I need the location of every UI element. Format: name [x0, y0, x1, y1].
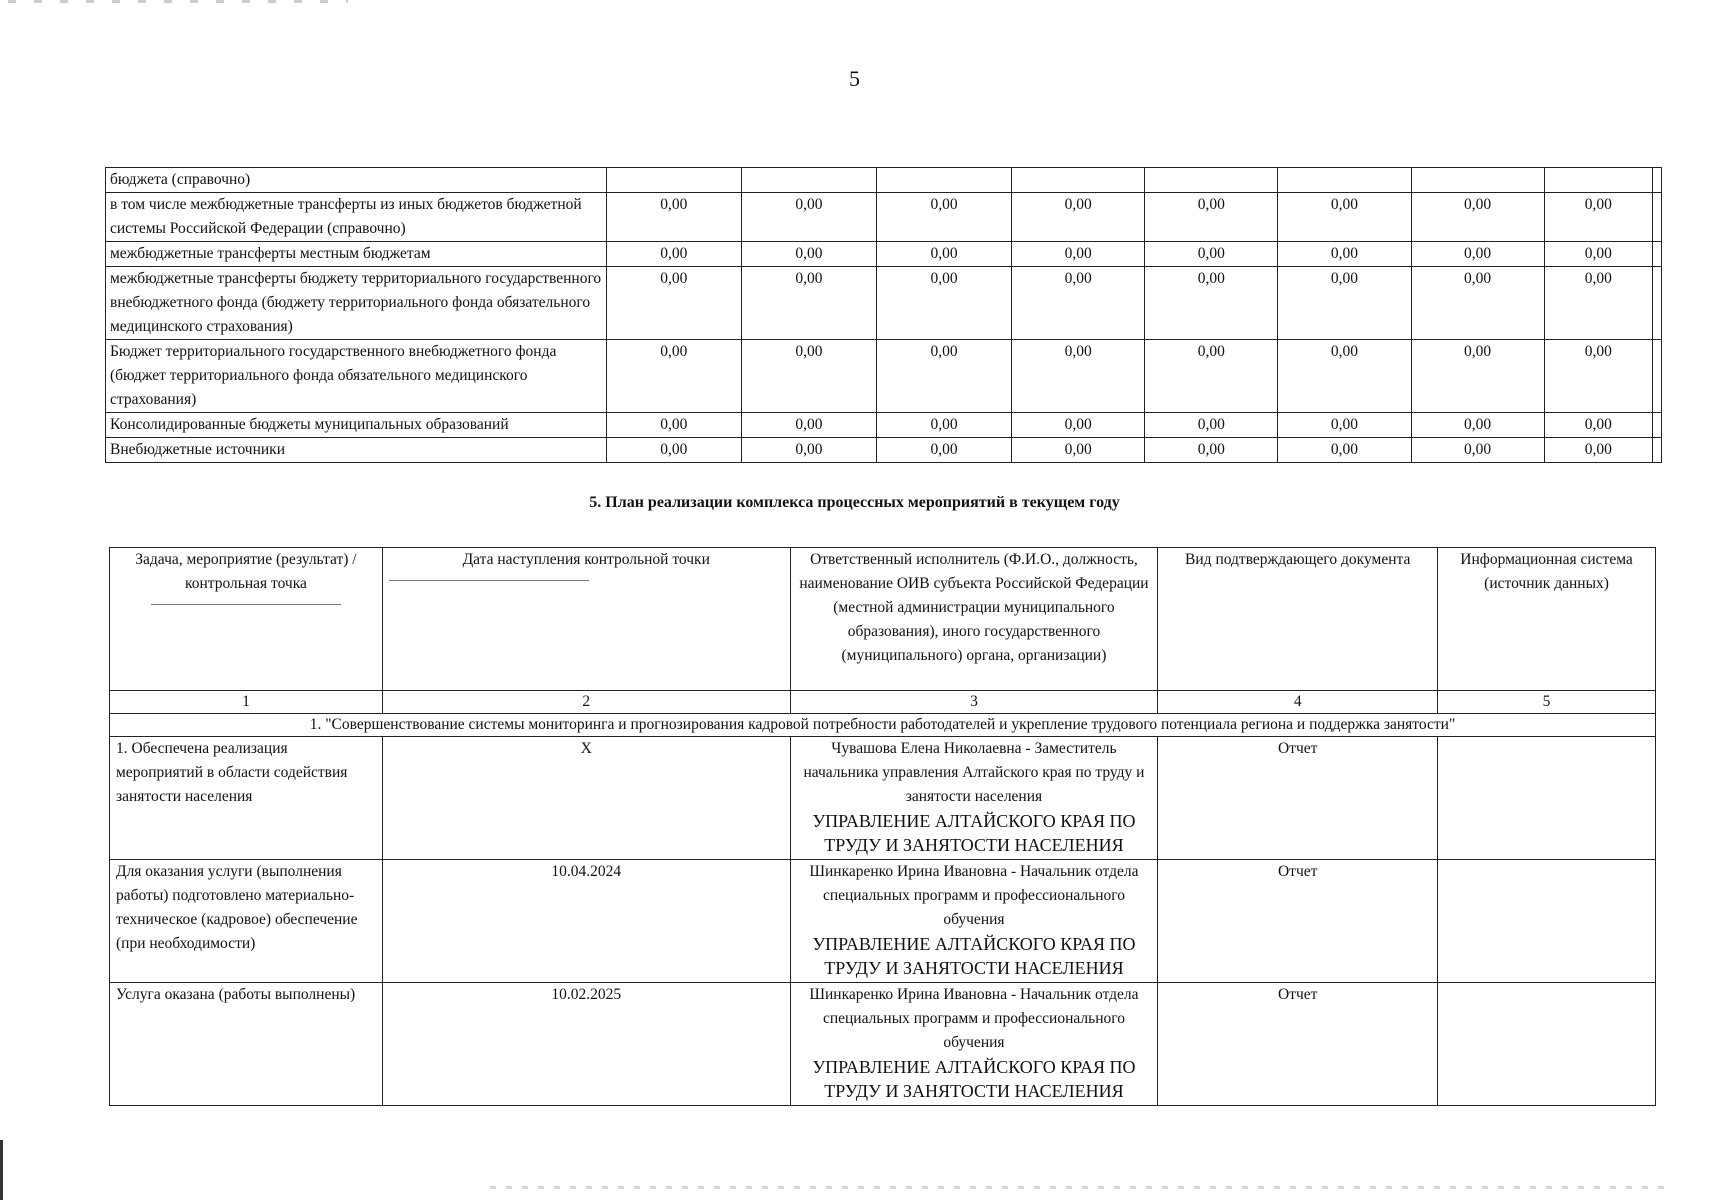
financing-value [1411, 168, 1544, 193]
financing-empty-cell [1653, 413, 1662, 438]
financing-value: 0,00 [1278, 340, 1411, 413]
column-number: 1 [110, 691, 383, 714]
financing-empty-cell [1653, 168, 1662, 193]
header-document: Вид подтверждающего документа [1158, 548, 1438, 691]
financing-value: 0,00 [1411, 242, 1544, 267]
financing-value: 0,00 [606, 340, 741, 413]
financing-row-label: Внебюджетные источники [106, 438, 607, 463]
financing-value: 0,00 [1411, 340, 1544, 413]
financing-row-label: в том числе межбюджетные трансферты из иных бюджетов бюджетной системы Российской Федерации (справочно) [106, 193, 607, 242]
financing-value: 0,00 [1544, 193, 1652, 242]
plan-date: X [382, 737, 790, 860]
financing-value: 0,00 [1012, 340, 1145, 413]
plan-task: Услуга оказана (работы выполнены) [110, 983, 383, 1106]
section-title: 5. План реализации комплекса процессных мероприятий в текущем году [589, 494, 1120, 511]
financing-value: 0,00 [1278, 267, 1411, 340]
financing-value [1145, 168, 1278, 193]
plan-info-system [1438, 737, 1656, 860]
financing-value: 0,00 [877, 438, 1012, 463]
header-date-label: Дата наступления контрольной точки [462, 551, 710, 568]
financing-value: 0,00 [1145, 340, 1278, 413]
financing-value: 0,00 [1145, 267, 1278, 340]
financing-value: 0,00 [1012, 267, 1145, 340]
financing-value: 0,00 [1278, 193, 1411, 242]
financing-value: 0,00 [1544, 242, 1652, 267]
plan-executor [790, 737, 1158, 860]
financing-value: 0,00 [741, 267, 876, 340]
financing-value [606, 168, 741, 193]
financing-row-label: межбюджетные трансферты местным бюджетам [106, 242, 607, 267]
financing-value: 0,00 [1278, 242, 1411, 267]
plan-document: Отчет [1158, 983, 1438, 1106]
plan-table [109, 547, 1656, 1106]
financing-row [106, 267, 1662, 340]
financing-empty-cell [1653, 193, 1662, 242]
financing-value [1012, 168, 1145, 193]
plan-task: Для оказания услуги (выполнения работы) подготовлено материально-техническое (кадровое) обеспечение (при необходимости) [110, 860, 383, 983]
header-underline [389, 580, 589, 581]
financing-value: 0,00 [1012, 193, 1145, 242]
financing-value: 0,00 [1145, 413, 1278, 438]
financing-value: 0,00 [1544, 413, 1652, 438]
header-executor: Ответственный исполнитель (Ф.И.О., должность, наименование ОИВ субъекта Российской Федерации (местной администрации муниципального образования), иного государственного (муниципального) органа, организации) [790, 548, 1158, 691]
executor-text: Шинкаренко Ирина Ивановна - Начальник отдела специальных программ и профессионального обучения [809, 863, 1139, 928]
header-date [382, 548, 790, 691]
financing-value: 0,00 [606, 413, 741, 438]
group-title-row [110, 714, 1656, 737]
financing-value: 0,00 [1411, 193, 1544, 242]
header-task-label: Задача, мероприятие (результат) / контрольная точка [135, 551, 357, 592]
financing-value: 0,00 [877, 193, 1012, 242]
plan-document: Отчет [1158, 737, 1438, 860]
financing-value: 0,00 [1145, 438, 1278, 463]
plan-row [110, 983, 1656, 1106]
financing-value: 0,00 [877, 267, 1012, 340]
column-number: 2 [382, 691, 790, 714]
column-number-row [110, 691, 1656, 714]
scan-artifact-edge [0, 1140, 3, 1200]
financing-value: 0,00 [1278, 413, 1411, 438]
financing-row-label: Бюджет территориального государственного внебюджетного фонда (бюджет территориального фонда обязательного медицинского страхования) [106, 340, 607, 413]
financing-value: 0,00 [1012, 438, 1145, 463]
financing-value: 0,00 [1544, 438, 1652, 463]
financing-value: 0,00 [1411, 438, 1544, 463]
financing-row [106, 193, 1662, 242]
financing-row-label: бюджета (справочно) [106, 168, 607, 193]
column-number: 3 [790, 691, 1158, 714]
financing-value: 0,00 [877, 413, 1012, 438]
plan-header-row [110, 548, 1656, 691]
plan-date: 10.04.2024 [382, 860, 790, 983]
financing-value: 0,00 [1145, 242, 1278, 267]
financing-value [741, 168, 876, 193]
financing-value: 0,00 [877, 242, 1012, 267]
header-underline [151, 604, 341, 605]
plan-document: Отчет [1158, 860, 1438, 983]
financing-row [106, 413, 1662, 438]
plan-info-system [1438, 983, 1656, 1106]
financing-value: 0,00 [877, 340, 1012, 413]
organization-name: УПРАВЛЕНИЕ АЛТАЙСКОГО КРАЯ ПО ТРУДУ И ЗАНЯТОСТИ НАСЕЛЕНИЯ [812, 934, 1136, 978]
financing-value: 0,00 [606, 438, 741, 463]
financing-row-label: межбюджетные трансферты бюджету территориального государственного внебюджетного фонда (бюджету территориального фонда обязательного медицинского страхования) [106, 267, 607, 340]
financing-value: 0,00 [1411, 413, 1544, 438]
organization-name: УПРАВЛЕНИЕ АЛТАЙСКОГО КРАЯ ПО ТРУДУ И ЗАНЯТОСТИ НАСЕЛЕНИЯ [812, 1057, 1136, 1101]
financing-empty-cell [1653, 340, 1662, 413]
plan-row [110, 737, 1656, 860]
executor-text: Чувашова Елена Николаевна - Заместитель начальника управления Алтайского края по труду и занятости населения [803, 740, 1145, 805]
column-number: 5 [1438, 691, 1656, 714]
organization-name: УПРАВЛЕНИЕ АЛТАЙСКОГО КРАЯ ПО ТРУДУ И ЗАНЯТОСТИ НАСЕЛЕНИЯ [812, 811, 1136, 855]
financing-value: 0,00 [606, 267, 741, 340]
executor-text: Шинкаренко Ирина Ивановна - Начальник отдела специальных программ и профессионального обучения [809, 986, 1139, 1051]
plan-row [110, 860, 1656, 983]
plan-executor [790, 860, 1158, 983]
group-title: 1. "Совершенствование системы мониторинга и прогнозирования кадровой потребности работодателей и укрепление трудового потенциала региона и поддержка занятости" [110, 714, 1656, 737]
financing-empty-cell [1653, 267, 1662, 340]
financing-value: 0,00 [1278, 438, 1411, 463]
financing-value: 0,00 [741, 413, 876, 438]
scan-artifact-footer [490, 1186, 1670, 1189]
financing-value: 0,00 [1012, 242, 1145, 267]
financing-value: 0,00 [606, 193, 741, 242]
header-task [110, 548, 383, 691]
financing-value [877, 168, 1012, 193]
financing-empty-cell [1653, 438, 1662, 463]
financing-value [1544, 168, 1652, 193]
financing-row [106, 168, 1662, 193]
financing-value: 0,00 [606, 242, 741, 267]
financing-row [106, 242, 1662, 267]
financing-value: 0,00 [1145, 193, 1278, 242]
financing-value: 0,00 [1012, 413, 1145, 438]
financing-row [106, 340, 1662, 413]
financing-value: 0,00 [1411, 267, 1544, 340]
financing-table [105, 167, 1662, 463]
financing-row-label: Консолидированные бюджеты муниципальных образований [106, 413, 607, 438]
scan-artifact-top [8, 0, 348, 3]
header-info-system: Информационная система (источник данных) [1438, 548, 1656, 691]
financing-empty-cell [1653, 242, 1662, 267]
column-number: 4 [1158, 691, 1438, 714]
financing-value: 0,00 [1544, 267, 1652, 340]
plan-info-system [1438, 860, 1656, 983]
plan-task: 1. Обеспечена реализация мероприятий в области содействия занятости населения [110, 737, 383, 860]
page-number: 5 [849, 66, 860, 91]
financing-value: 0,00 [741, 193, 876, 242]
financing-row [106, 438, 1662, 463]
financing-value: 0,00 [741, 340, 876, 413]
plan-executor [790, 983, 1158, 1106]
financing-value: 0,00 [741, 242, 876, 267]
financing-value: 0,00 [1544, 340, 1652, 413]
plan-date: 10.02.2025 [382, 983, 790, 1106]
financing-value: 0,00 [741, 438, 876, 463]
financing-value [1278, 168, 1411, 193]
